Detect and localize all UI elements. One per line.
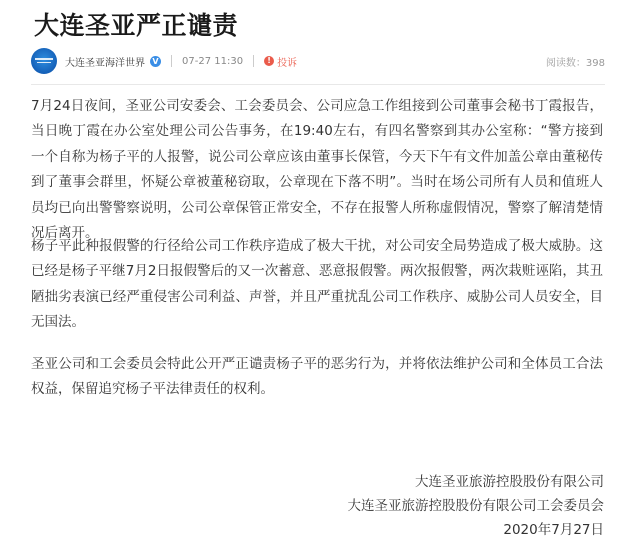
avatar[interactable] xyxy=(31,48,57,74)
read-count: 阅读数：398 xyxy=(545,57,605,69)
article-paragraph: 杨子平此种报假警的行径给公司工作秩序造成了极大干扰，对公司安全局势造成了极大威胁。这已经是杨子平继7月2日报假警后的又一次蓄意、恶意报假警。两次报假警，两次栽赃诬陷，其丑陋拙劣表演已经严重侵害公司利益、声誉，并且严重扰乱公司工作秩序、威胁公司人员安全，目无国法。 xyxy=(31,238,603,331)
article-paragraph: 圣亚公司和工会委员会特此公开严正谴责杨子平的恶劣行为，并将依法维护公司和全体员工合法权益，保留追究杨子平法律责任的权利。 xyxy=(31,356,603,398)
avatar-logo-icon xyxy=(35,58,53,60)
signature-date: 2020年7月27日 xyxy=(503,522,604,538)
header-divider xyxy=(31,84,605,85)
avatar-logo-line-icon xyxy=(37,62,51,63)
signature-union: 大连圣亚旅游控股股份有限公司工会委员会 xyxy=(347,498,604,514)
signature-company: 大连圣亚旅游控股股份有限公司 xyxy=(415,474,604,490)
article-meta-bar xyxy=(31,48,605,74)
publish-date: 07-27 11:30 xyxy=(182,55,244,67)
divider xyxy=(171,55,172,67)
report-link[interactable]: 投诉 xyxy=(277,57,298,69)
verified-v-icon: V xyxy=(150,56,161,67)
report-icon[interactable]: ! xyxy=(264,56,274,66)
page-title: 大连圣亚严正谴责 xyxy=(34,11,239,40)
divider xyxy=(253,55,254,67)
author-name[interactable]: 大连圣亚海洋世界 xyxy=(65,57,145,69)
article-paragraph: 7月24日夜间，圣亚公司安委会、工会委员会、公司应急工作组接到公司董事会秘书丁霞报告，当日晚丁霞在办公室处理公司公告事务，在19:40左右，有四名警察到其办公室称：“警方接到一个自称为杨子平的人报警，说公司公章应该由董事长保管，今天下午有文件加盖公章由董秘传到了董事会群里，怀疑公章被董秘窃取，公章现在下落不明”。当时在场公司所有人员和值班人员均已向出警警察说明，公司公章保管正常安全，不存在报警人所称虚假情况，警察了解清楚情况后离开。 xyxy=(31,98,603,242)
